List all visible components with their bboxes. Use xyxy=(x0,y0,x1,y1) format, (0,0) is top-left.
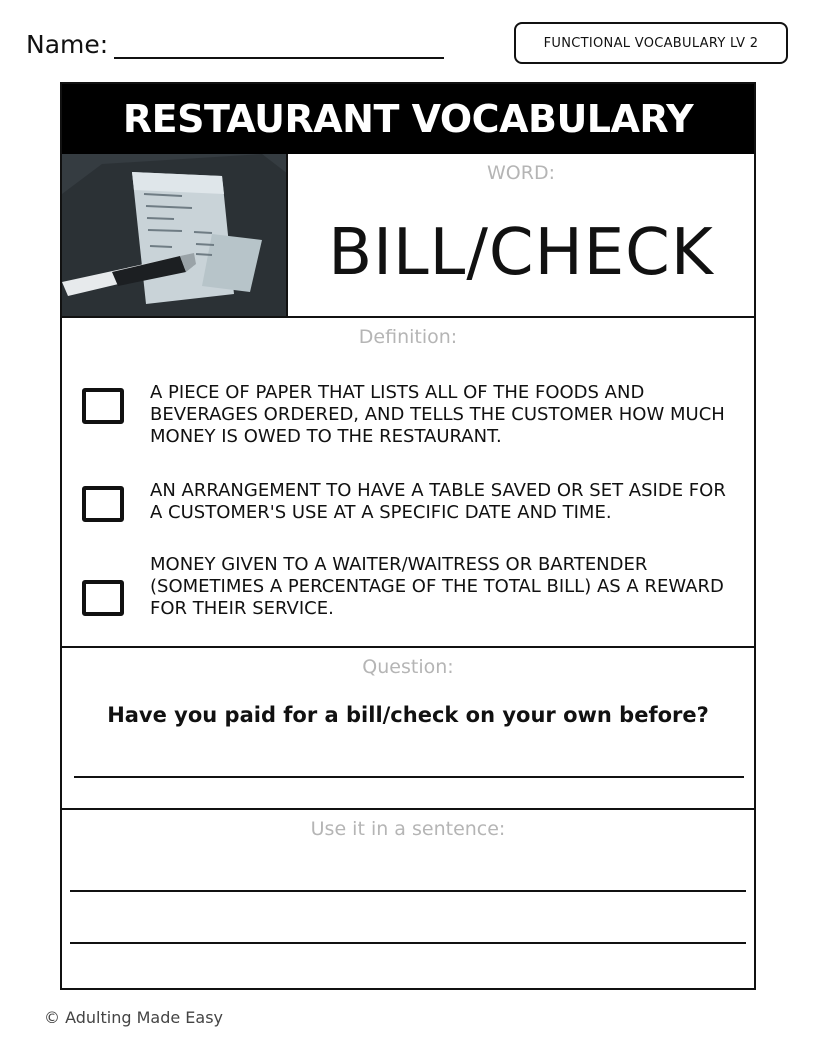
word-area xyxy=(288,154,754,316)
name-field xyxy=(26,30,444,59)
sentence-line[interactable] xyxy=(70,890,746,892)
option-checkbox[interactable] xyxy=(82,388,124,424)
bill-photo-illustration xyxy=(62,154,288,316)
option-checkbox[interactable] xyxy=(82,580,124,616)
question-label: Question: xyxy=(362,656,454,678)
option-text: AN ARRANGEMENT TO HAVE A TABLE SAVED OR SET ASIDE FOR A CUSTOMER'S USE AT A SPECIFIC DATE AND TIME. xyxy=(150,480,726,523)
sentence-line[interactable] xyxy=(70,942,746,944)
card-title: RESTAURANT VOCABULARY xyxy=(62,84,754,154)
name-input-line[interactable] xyxy=(114,33,444,59)
option-text: A PIECE OF PAPER THAT LISTS ALL OF THE FOODS AND BEVERAGES ORDERED, AND TELLS THE CUSTOMER HOW MUCH MONEY IS OWED TO THE RESTAURANT. xyxy=(150,382,725,447)
word-label: WORD: xyxy=(487,162,555,184)
vocabulary-card xyxy=(60,82,756,990)
bill-photo xyxy=(62,154,288,316)
copyright-footer: © Adulting Made Easy xyxy=(44,1008,224,1027)
question-text: Have you paid for a bill/check on your own before? xyxy=(107,703,709,727)
sentence-label: Use it in a sentence: xyxy=(310,818,506,840)
word-row xyxy=(62,154,754,318)
name-label: Name: xyxy=(26,30,109,59)
answer-line[interactable] xyxy=(74,776,744,778)
question-section xyxy=(62,648,754,810)
definition-label: Definition: xyxy=(358,326,458,348)
level-badge: FUNCTIONAL VOCABULARY LV 2 xyxy=(514,22,788,64)
sentence-section xyxy=(62,810,754,988)
option-checkbox[interactable] xyxy=(82,486,124,522)
definition-section xyxy=(62,318,754,648)
option-text: MONEY GIVEN TO A WAITER/WAITRESS OR BARTENDER (SOMETIMES A PERCENTAGE OF THE TOTAL BILL) AS A REWARD FOR THEIR SERVICE. xyxy=(150,554,724,619)
vocabulary-word: BILL/CHECK xyxy=(328,216,714,290)
